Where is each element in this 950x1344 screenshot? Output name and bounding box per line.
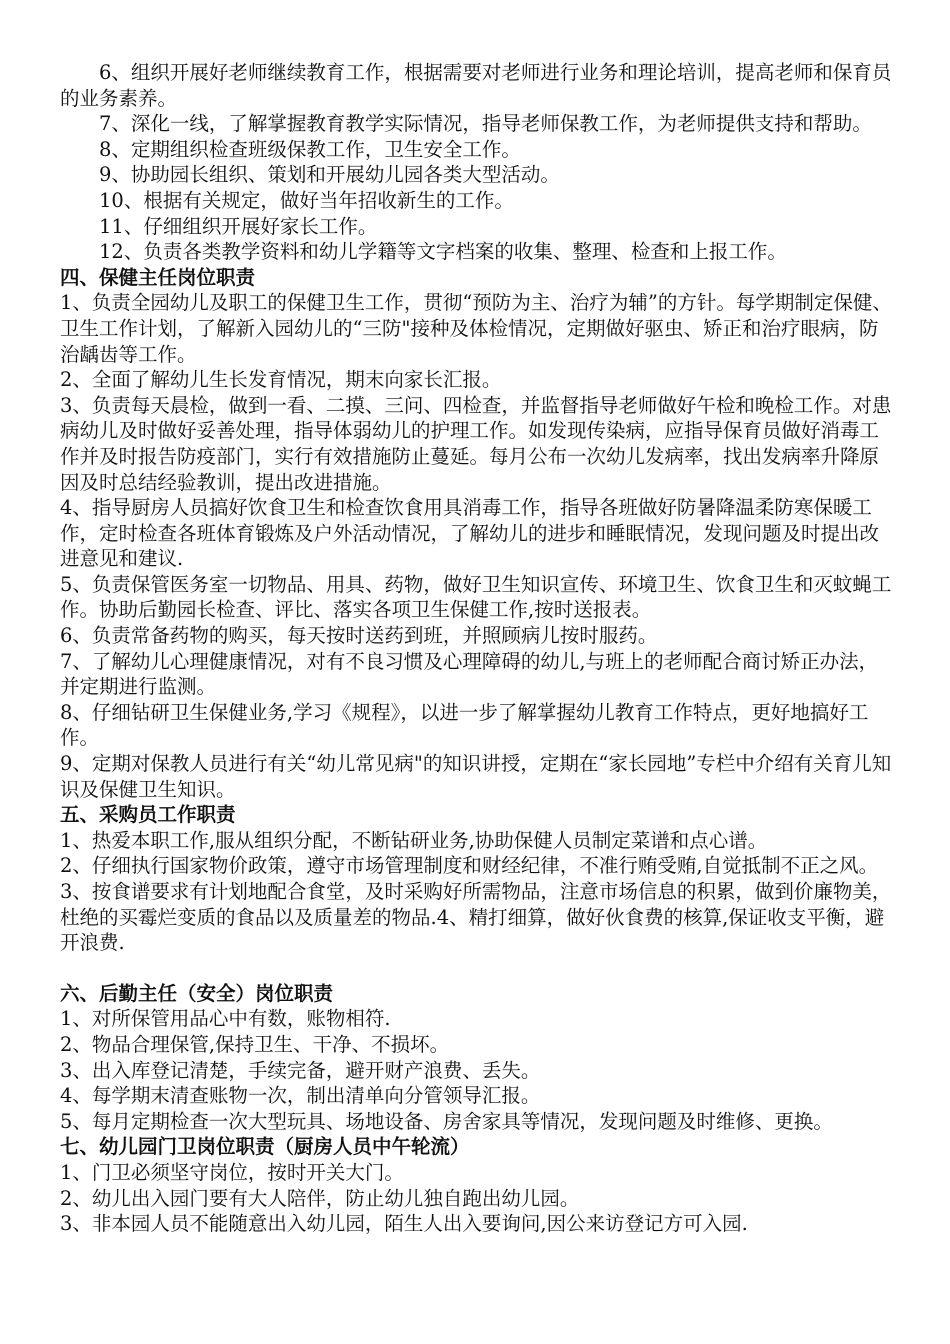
list-item: 4、每学期末清查账物一次，制出清单向分管领导汇报。 [60, 1084, 541, 1108]
list-item: 2、全面了解幼儿生长发育情况，期末向家长汇报。 [60, 368, 502, 392]
list-item: 2、仔细执行国家物价政策，遵守市场管理制度和财经纪律，不准行贿受贿,自觉抵制不正之风。3、按食谱要求有计划地配合食堂，及时采购好所需物品，注意市场信息的积累，做到价廉物美，杜绝的买霉烂变质的食品以及质量差的物品.4、精打细算，做好伙食费的核算,保证收支平衡，避开浪费. [60, 854, 892, 955]
list-item: 6、组织开展好老师继续教育工作，根据需要对老师进行业务和理论培训，提高老师和保育员的业务素养。 [60, 61, 892, 110]
list-item: 2、幼儿出入园门要有大人陪伴，防止幼儿独自跑出幼儿园。 [60, 1186, 580, 1210]
document-page [60, 60, 895, 1237]
section-gatekeeper [60, 1134, 895, 1236]
list-item: 3、出入库登记清楚，手续完备，避开财产浪费、丢失。 [60, 1058, 541, 1082]
list-item: 4、指导厨房人员搞好饮食卫生和检查饮食用具消毒工作，指导各班做好防暑降温柔防寒保暖工作，定时检查各班体育锻炼及户外活动情况，了解幼儿的进步和睡眠情况，发现问题及时提出改进意见和建议. [60, 496, 880, 571]
list-item: 7、了解幼儿心理健康情况，对有不良习惯及心理障碍的幼儿,与班上的老师配合商讨矫正办法，并定期进行监测。 [60, 649, 879, 699]
list-item: 5、负责保管医务室一切物品、用具、药物，做好卫生知识宣传、环境卫生、饮食卫生和灭蚊蝇工作。协助后勤园长检查、评比、落实各项卫生保健工作,按时送报表。 [60, 572, 892, 622]
section-heading: 六、后勤主任（安全）岗位职责 [60, 981, 334, 1005]
list-item: 3、负责每天晨检，做到一看、二摸、三问、四检查，并监督指导老师做好午检和晚检工作。对患病幼儿及时做好妥善处理，指导体弱幼儿的护理工作。如发现传染病，应指导保育员做好消毒工作并及时报告防疫部门，实行有效措施防止蔓延。每月公布一次幼儿发病率，找出发病率升降原因及时总结经验教训，提出改进措施。 [60, 393, 892, 494]
list-item: 6、负责常备药物的购买，每天按时送药到班，并照顾病儿按时服药。 [60, 624, 658, 648]
list-item: 2、物品合理保管,保持卫生、干净、不损坏。 [60, 1032, 450, 1056]
section-heading: 四、保健主任岗位职责 [60, 265, 256, 289]
list-item: 5、每月定期检查一次大型玩具、场地设备、房舍家具等情况，发现问题及时维修、更换。 [60, 1109, 833, 1133]
section-health-director [60, 265, 895, 802]
list-item: 8、定期组织检查班级保教工作，卫生安全工作。 [99, 137, 521, 161]
continuation-list [60, 60, 895, 265]
list-item: 11、仔细组织开展好家长工作。 [99, 214, 378, 238]
spacer [60, 956, 895, 981]
section-purchaser [60, 802, 895, 956]
list-item: 1、热爱本职工作,服从组织分配，不断钻研业务,协助保健人员制定菜谱和点心谱。 [60, 828, 768, 852]
list-item: 1、负责全园幼儿及职工的保健卫生工作，贯彻“预防为主、治疗为辅”的方针。每学期制定保健、卫生工作计划，了解新入园幼儿的“三防"接种及体检情况，定期做好驱虫、矫正和治疗眼病，防治龋齿等工作。 [60, 291, 892, 366]
list-item: 1、对所保管用品心中有数，账物相符. [60, 1007, 391, 1031]
list-item: 1、门卫必须坚守岗位，按时开关大门。 [60, 1160, 404, 1184]
section-logistics-director [60, 981, 895, 1135]
list-item: 10、根据有关规定，做好当年招收新生的工作。 [99, 188, 514, 212]
list-item: 3、非本园人员不能随意出入幼儿园，陌生人出入要询问,因公来访登记方可入园. [60, 1212, 748, 1236]
list-item: 9、协助园长组织、策划和开展幼儿园各类大型活动。 [99, 163, 560, 187]
list-item: 8、仔细钻研卫生保健业务,学习《规程》，以进一步了解掌握幼儿教育工作特点，更好地搞好工作。 [60, 700, 869, 750]
list-item: 7、深化一线，了解掌握教育教学实际情况，指导老师保教工作，为老师提供支持和帮助。 [99, 112, 872, 136]
list-item: 12、负责各类教学资料和幼儿学籍等文字档案的收集、整理、检查和上报工作。 [99, 240, 787, 264]
section-heading: 七、幼儿园门卫岗位职责（厨房人员中午轮流） [60, 1135, 470, 1159]
section-heading: 五、采购员工作职责 [60, 803, 236, 827]
list-item: 9、定期对保教人员进行有关“幼儿常见病"的知识讲授，定期在“家长园地”专栏中介绍有关育儿知识及保健卫生知识。 [60, 752, 892, 801]
